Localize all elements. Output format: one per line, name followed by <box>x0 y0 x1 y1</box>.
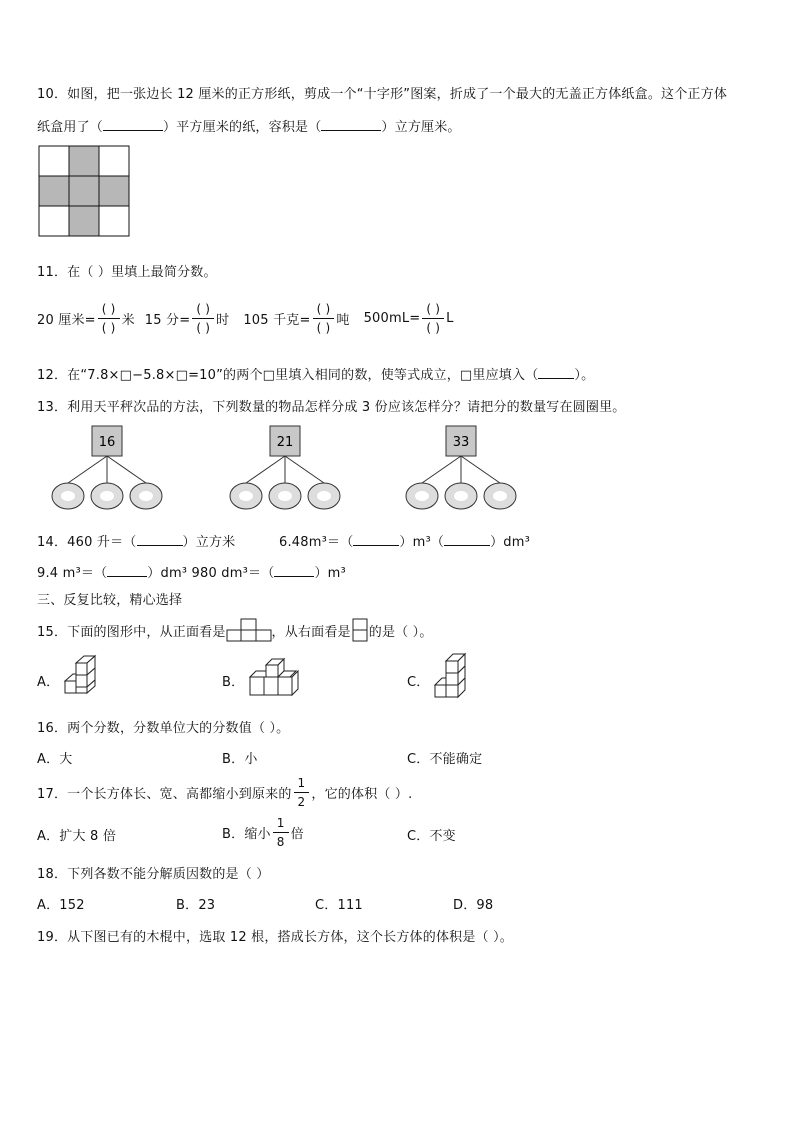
q14-blank-1[interactable] <box>137 533 183 546</box>
q16-option-c[interactable]: C．不能确定 <box>407 752 483 767</box>
q13-box-16-label: 16 <box>98 435 116 450</box>
q14-blank-5[interactable] <box>274 564 314 577</box>
q14-line1-right <box>279 531 530 550</box>
q18-option-d[interactable]: D．98 <box>453 898 494 913</box>
q18-option-a[interactable]: A．152 <box>37 898 85 913</box>
q15-option-c-label[interactable]: C． <box>407 675 430 690</box>
q19-text: 19．从下图已有的木棍中，选取 12 根，搭成长方体，这个长方体的体积是（ ）。 <box>37 930 513 945</box>
q15-option-a-figure <box>62 655 102 701</box>
q14-text-b: ）立方米 <box>182 535 236 550</box>
q15-right-view-icon <box>351 618 369 642</box>
q13-tree-21 <box>228 425 343 513</box>
q14-blank-3[interactable] <box>444 533 490 546</box>
q14-line2 <box>37 562 346 581</box>
q16-text: 16．两个分数，分数单位大的分数值（ ）。 <box>37 721 290 736</box>
q17-option-b[interactable] <box>222 816 304 849</box>
q11-item4-left: 500mL= <box>363 311 421 326</box>
q17-option-c[interactable]: C．不变 <box>407 829 456 844</box>
q17-text-a: 17．一个长方体长、宽、高都缩小到原来的 <box>37 787 292 802</box>
q17-option-a[interactable]: A．扩大 8 倍 <box>37 829 117 844</box>
q11-item2-num: ( ) <box>196 302 211 316</box>
q11-items <box>37 302 454 335</box>
q10-cross-figure <box>39 146 129 238</box>
q11-item4-num: ( ) <box>426 302 441 316</box>
q17-option-b-suffix: 倍 <box>290 827 304 842</box>
q11-item4-den: ( ) <box>426 321 441 335</box>
q14-text-d: ）m³（ <box>399 535 445 550</box>
q10-line2-text-a: 纸盒用了（ <box>37 120 104 135</box>
q17-option-b-text: B．缩小 <box>222 827 271 842</box>
q11-item4-unit: L <box>446 311 454 326</box>
q14-text-g: ）dm³ 980 dm³＝（ <box>147 566 275 581</box>
q17-fraction <box>294 776 310 809</box>
q14-blank-2[interactable] <box>353 533 399 546</box>
q10-blank-volume[interactable] <box>321 118 381 131</box>
q18-option-c[interactable]: C．111 <box>315 898 363 913</box>
q11-item2-den: ( ) <box>196 321 211 335</box>
q11-item3-fraction[interactable] <box>313 302 335 335</box>
q17-option-b-num: 1 <box>276 816 285 830</box>
q15-option-b-label[interactable]: B． <box>222 675 245 690</box>
q14-text-a: 14．460 升＝（ <box>37 535 137 550</box>
q15-text-c: 的是（ ）。 <box>368 624 433 640</box>
q10-line2-text-c: ）立方厘米。 <box>381 120 461 135</box>
section-3-heading: 三、反复比较，精心选择 <box>37 593 183 608</box>
q15-option-a-label[interactable]: A． <box>37 675 60 690</box>
q15-option-c-figure <box>432 653 472 703</box>
q17-option-b-den: 8 <box>276 835 285 849</box>
q13-text: 13．利用天平秤次品的方法，下列数量的物品怎样分成 3 份应该怎样分？请把分的数量写在圆圈里。 <box>37 400 626 415</box>
q14-text-f: 9.4 m³＝（ <box>37 566 108 581</box>
q18-text: 18．下列各数不能分解质因数的是（ ） <box>37 867 270 882</box>
q17-text-b: ，它的体积（ ）. <box>311 787 413 802</box>
q11-item1-num: ( ) <box>101 302 116 316</box>
q11-item3-left: 105 千克= <box>243 313 311 328</box>
q11-item3-den: ( ) <box>316 321 331 335</box>
q15-front-view-icon <box>226 618 272 642</box>
q15-option-b-figure <box>248 657 304 699</box>
q16-option-a[interactable]: A．大 <box>37 752 73 767</box>
q14-text-h: ）m³ <box>314 566 346 581</box>
q18-option-b[interactable]: B．23 <box>176 898 216 913</box>
q17-frac-num: 1 <box>297 776 306 790</box>
q12-text-a: 12．在“7.8×□−5.8×□=10”的两个□里填入相同的数，使等式成立，□里应填入（ <box>37 368 539 383</box>
q10-line1: 10．如图，把一张边长 12 厘米的正方形纸，剪成一个“十字形”图案，折成了一个最大的无盖正方体纸盒。这个正方体 <box>37 87 728 102</box>
q17-line <box>37 776 412 809</box>
q13-box-33-label: 33 <box>452 435 470 450</box>
q11-item2-fraction[interactable] <box>192 302 214 335</box>
q17-frac-den: 2 <box>297 795 306 809</box>
q17-option-b-fraction <box>273 816 289 849</box>
q14-text-c: 6.48m³＝（ <box>279 535 354 550</box>
q16-option-b[interactable]: B．小 <box>222 752 258 767</box>
q12-line <box>37 364 594 383</box>
q14-blank-4[interactable] <box>107 564 147 577</box>
q11-item2-left: 15 分= <box>144 313 191 328</box>
q15-text-b: ，从右面看是 <box>271 624 351 640</box>
q13-tree-16 <box>50 425 165 513</box>
q11-item1-left: 20 厘米= <box>37 313 96 328</box>
q12-text-b: ）。 <box>574 368 595 383</box>
q10-line2 <box>37 116 461 135</box>
q15-line <box>37 618 433 642</box>
q11-item1-fraction[interactable] <box>98 302 120 335</box>
q15-text-a: 15．下面的图形中，从正面看是 <box>37 624 226 640</box>
q14-line1 <box>37 531 235 550</box>
q13-tree-33 <box>404 425 519 513</box>
q11-item3-num: ( ) <box>316 302 331 316</box>
q12-blank[interactable] <box>538 366 574 379</box>
q10-blank-area[interactable] <box>103 118 163 131</box>
q10-line2-text-b: ）平方厘米的纸，容积是（ <box>163 120 322 135</box>
q13-box-21-label: 21 <box>276 435 294 450</box>
q11-item4-fraction[interactable] <box>422 302 444 335</box>
q11-item2-unit: 时 <box>216 313 230 328</box>
q14-text-e: ）dm³ <box>490 535 531 550</box>
q11-item1-unit: 米 <box>121 313 135 328</box>
q11-item3-unit: 吨 <box>336 313 350 328</box>
q11-prompt: 11．在（ ）里填上最简分数。 <box>37 265 217 280</box>
q11-item1-den: ( ) <box>101 321 116 335</box>
